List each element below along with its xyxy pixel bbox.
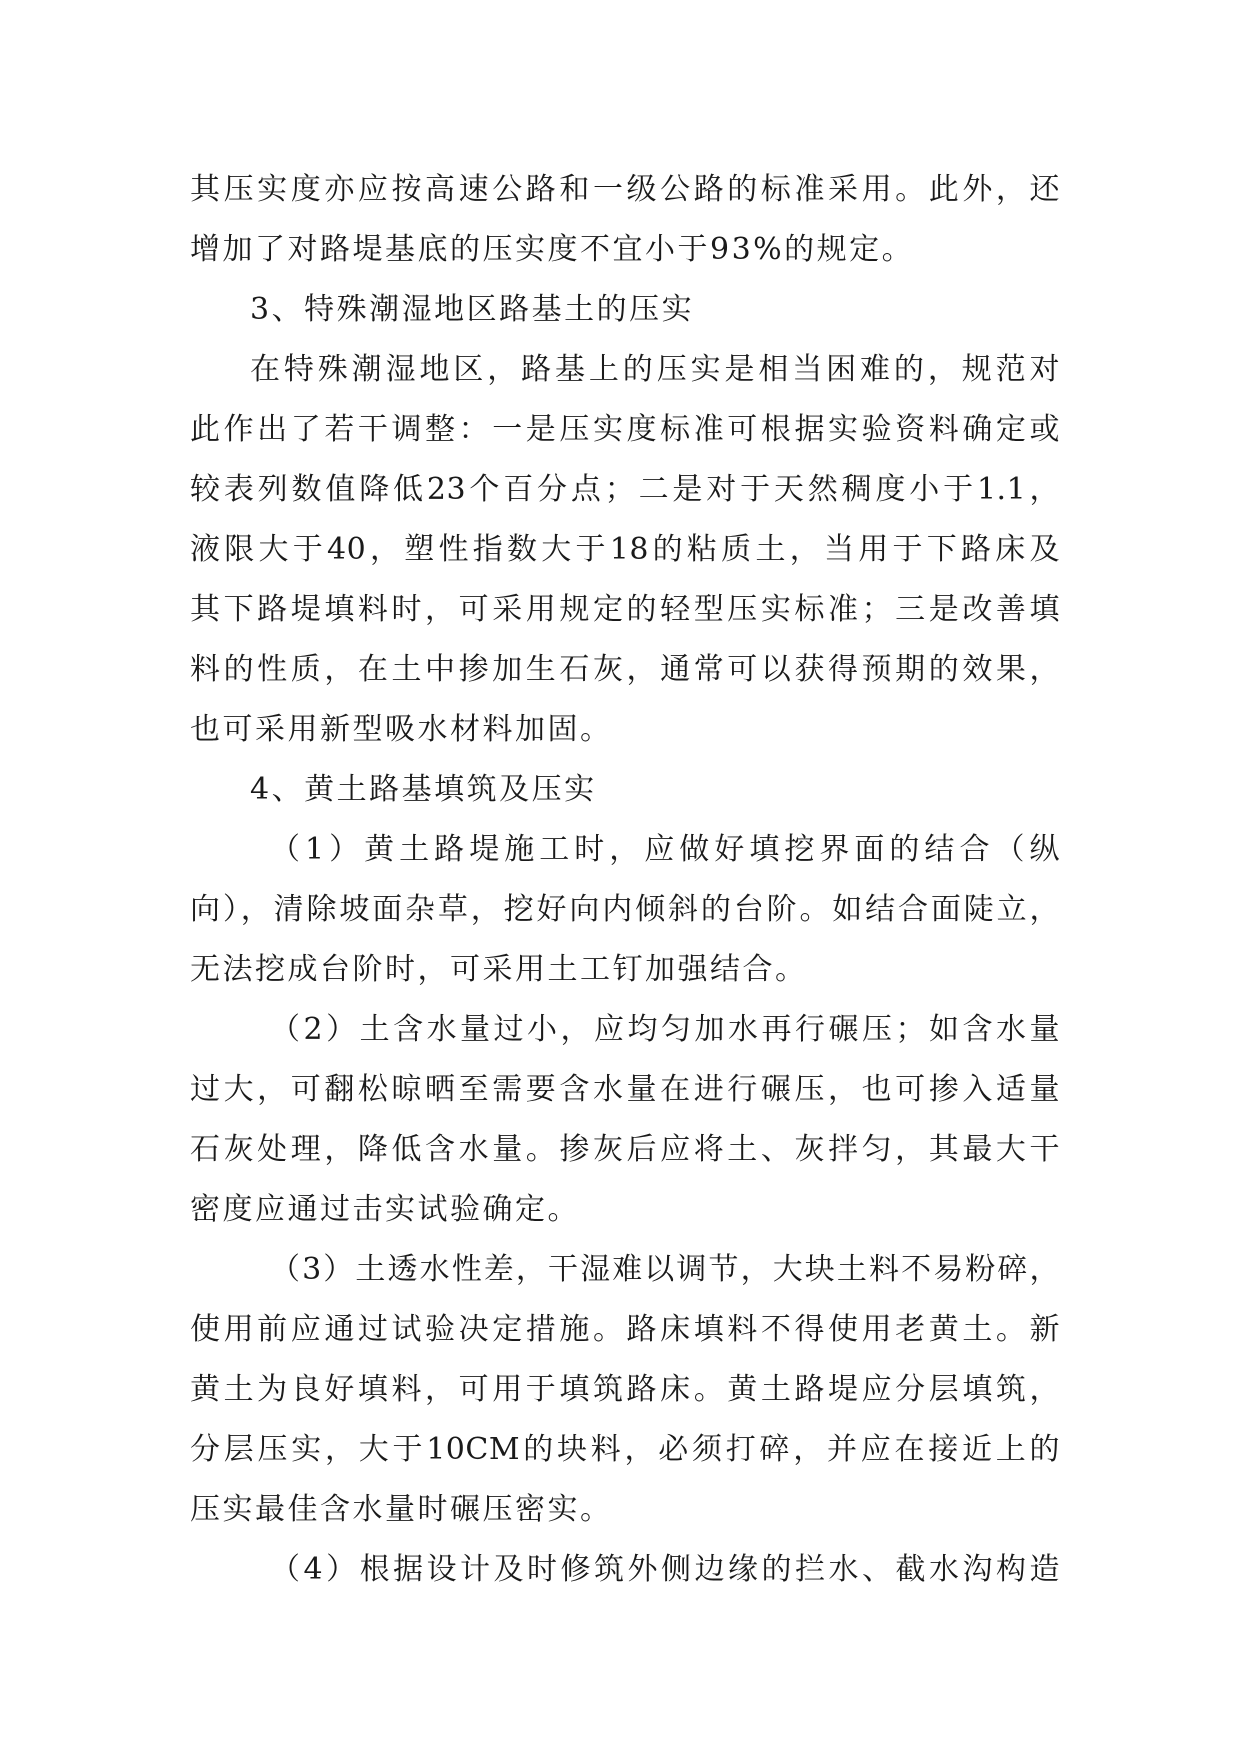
text-line: （4）根据设计及时修筑外侧边缘的拦水、截水沟构造 xyxy=(270,1552,1060,1587)
text-line: 向），清除坡面杂草，挖好向内倾斜的台阶。如结合面陡立， xyxy=(190,892,1060,927)
text-line: 无法挖成台阶时，可采用土工钉加强结合。 xyxy=(190,952,808,987)
text-line: 过大，可翻松晾晒至需要含水量在进行碾压，也可掺入适量 xyxy=(190,1072,1060,1107)
text-line: 黄土为良好填料，可用于填筑路床。黄土路堤应分层填筑， xyxy=(190,1372,1060,1407)
text-line: （3）土透水性差，干湿难以调节，大块土料不易粉碎， xyxy=(270,1252,1060,1287)
text-line: 石灰处理，降低含水量。掺灰后应将土、灰拌匀，其最大干 xyxy=(190,1132,1060,1167)
section-heading: 3、特殊潮湿地区路基土的压实 xyxy=(250,292,695,327)
text-line: 使用前应通过试验决定措施。路床填料不得使用老黄土。新 xyxy=(190,1312,1060,1347)
text-line: 在特殊潮湿地区，路基上的压实是相当困难的，规范对 xyxy=(250,352,1060,387)
text-line: 液限大于40，塑性指数大于18的粘质土，当用于下路床及 xyxy=(190,532,1060,567)
text-line: 此作出了若干调整：一是压实度标准可根据实验资料确定或 xyxy=(190,412,1060,447)
text-line: （1）黄土路堤施工时，应做好填挖界面的结合（纵 xyxy=(270,832,1060,867)
text-line: 密度应通过击实试验确定。 xyxy=(190,1192,580,1227)
text-line: 也可采用新型吸水材料加固。 xyxy=(190,712,613,747)
text-line: 料的性质，在土中掺加生石灰，通常可以获得预期的效果， xyxy=(190,652,1060,687)
text-line: 其下路堤填料时，可采用规定的轻型压实标准；三是改善填 xyxy=(190,592,1060,627)
text-line: 较表列数值降低23个百分点；二是对于天然稠度小于1.1， xyxy=(190,472,1060,507)
text-line: 压实最佳含水量时碾压密实。 xyxy=(190,1492,613,1527)
section-heading: 4、黄土路基填筑及压实 xyxy=(250,772,597,807)
text-line: （2）土含水量过小，应均匀加水再行碾压；如含水量 xyxy=(270,1012,1060,1047)
text-line: 分层压实，大于10CM的块料，必须打碎，并应在接近上的 xyxy=(190,1432,1060,1467)
text-line: 其压实度亦应按高速公路和一级公路的标准采用。此外，还 xyxy=(190,172,1060,207)
text-line: 增加了对路堤基底的压实度不宜小于93%的规定。 xyxy=(190,232,915,267)
body-text xyxy=(190,160,1060,1600)
